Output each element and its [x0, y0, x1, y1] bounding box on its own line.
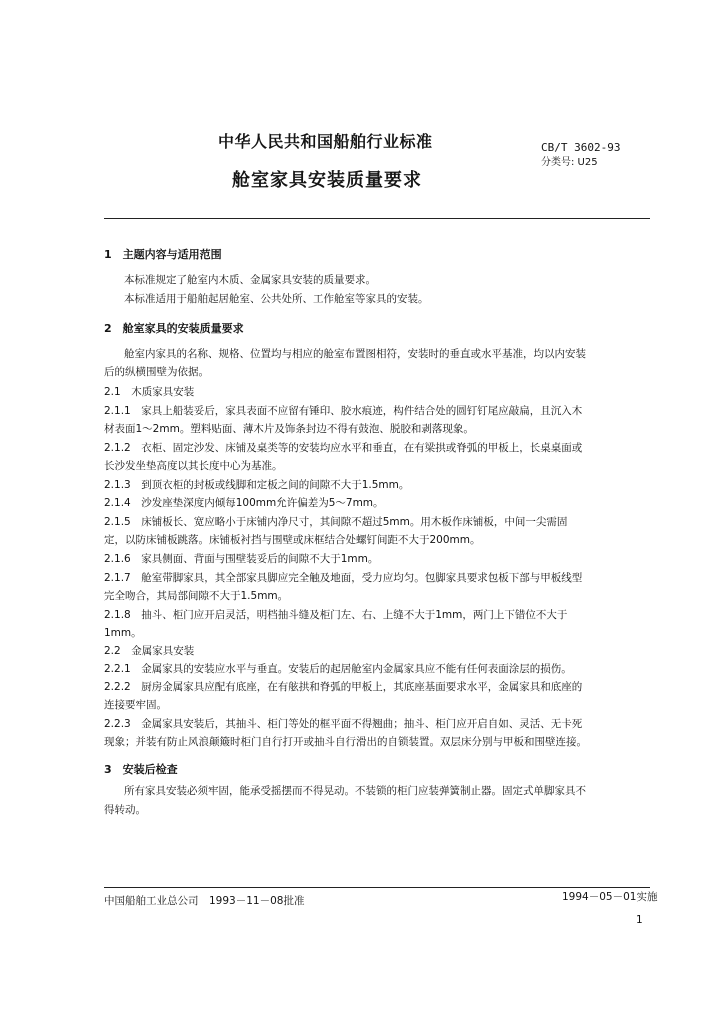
standard-code: CB/T 3602-93 [541, 141, 621, 154]
subsection-heading: 2.2 金属家具安装 [104, 645, 195, 657]
paragraph-line: 得转动。 [104, 804, 146, 816]
top-rule [104, 218, 650, 219]
clause-line: 2.1.8 抽斗、柜门应开启灵活，明档抽斗缝及柜门左、右、上缝不大于1mm，两门上下错位不大于 [104, 609, 568, 621]
clause-line: 材表面1～2mm。塑料贴面、薄木片及饰条封边不得有鼓泡、脱胶和剥落现象。 [104, 423, 474, 435]
document-title: 舱室家具安装质量要求 [232, 170, 422, 191]
section-heading: 1 主题内容与适用范围 [104, 248, 222, 261]
clause-line: 2.2.1 金属家具的安装应水平与垂直。安装后的起居舱室内金属家具应不能有任何表面涂层的损伤。 [104, 663, 572, 675]
clause-line: 2.1.7 舱室带脚家具，其全部家具脚应完全触及地面，受力应均匀。包脚家具要求包板下部与甲板线型 [104, 572, 583, 584]
clause-line: 2.2.2 厨房金属家具应配有底座，在有舷拱和脊弧的甲板上，其底座基面要求水平，金属家具和底座的 [104, 681, 583, 693]
clause-line: 2.1.2 衣柜、固定沙发、床铺及桌类等的安装均应水平和垂直，在有梁拱或脊弧的甲板上，长桌桌面或 [104, 442, 583, 454]
standard-title: 中华人民共和国船舶行业标准 [218, 132, 433, 151]
clause-line: 2.1.3 到顶衣柜的封板或线脚和定板之间的间隙不大于1.5mm。 [104, 479, 410, 491]
page-number: 1 [636, 914, 643, 926]
clause-line: 1mm。 [104, 627, 142, 639]
section-heading: 3 安装后检查 [104, 763, 178, 776]
subsection-heading: 2.1 木质家具安装 [104, 386, 195, 398]
bottom-rule [104, 887, 650, 888]
clause-line: 2.1.6 家具侧面、背面与围壁装妥后的间隙不大于1mm。 [104, 553, 379, 565]
effective-date: 1994－05－01实施 [562, 891, 658, 903]
paragraph-line: 舱室内家具的名称、规格、位置均与相应的舱室布置图相符，安装时的垂直或水平基准，均以内安装 [124, 348, 586, 360]
clause-line: 现象；并装有防止风浪颠簸时柜门自行打开或抽斗自行滑出的自锁装置。双层床分别与甲板和围壁连接。 [104, 736, 587, 748]
clause-line: 完全吻合，其局部间隙不大于1.5mm。 [104, 590, 289, 602]
paragraph-line: 本标准规定了舱室内木质、金属家具安装的质量要求。 [124, 274, 376, 286]
paragraph-line: 后的纵横围壁为依据。 [104, 366, 209, 378]
classification-number: 分类号: U25 [541, 157, 598, 168]
approval-line: 中国船舶工业总公司 1993－11－08批准 [104, 895, 305, 907]
clause-line: 连接要牢固。 [104, 699, 167, 711]
paragraph-line: 本标准适用于船舶起居舱室、公共处所、工作舱室等家具的安装。 [124, 293, 429, 305]
clause-line: 2.2.3 金属家具安装后，其抽斗、柜门等处的框平面不得翘曲；抽斗、柜门应开启自如、灵活、无卡死 [104, 718, 583, 730]
paragraph-line: 所有家具安装必须牢固，能承受摇摆而不得晃动。不装锁的柜门应装弹簧制止器。固定式单脚家具不 [124, 785, 586, 797]
section-heading: 2 舱室家具的安装质量要求 [104, 322, 244, 335]
clause-line: 2.1.4 沙发座垫深度内倾每100mm允许偏差为5～7mm。 [104, 497, 384, 509]
clause-line: 2.1.1 家具上船装妥后，家具表面不应留有锤印、胶水痕迹，构件结合处的圆钉钉尾应敲扁，且沉入木 [104, 405, 583, 417]
clause-line: 长沙发坐垫高度以其长度中心为基准。 [104, 460, 283, 472]
clause-line: 定，以防床铺板跳落。床铺板衬挡与围壁或床框结合处螺钉间距不大于200mm。 [104, 534, 481, 546]
clause-line: 2.1.5 床铺板长、宽应略小于床铺内净尺寸，其间隙不超过5mm。用木板作床铺板，中间一尖需固 [104, 516, 568, 528]
